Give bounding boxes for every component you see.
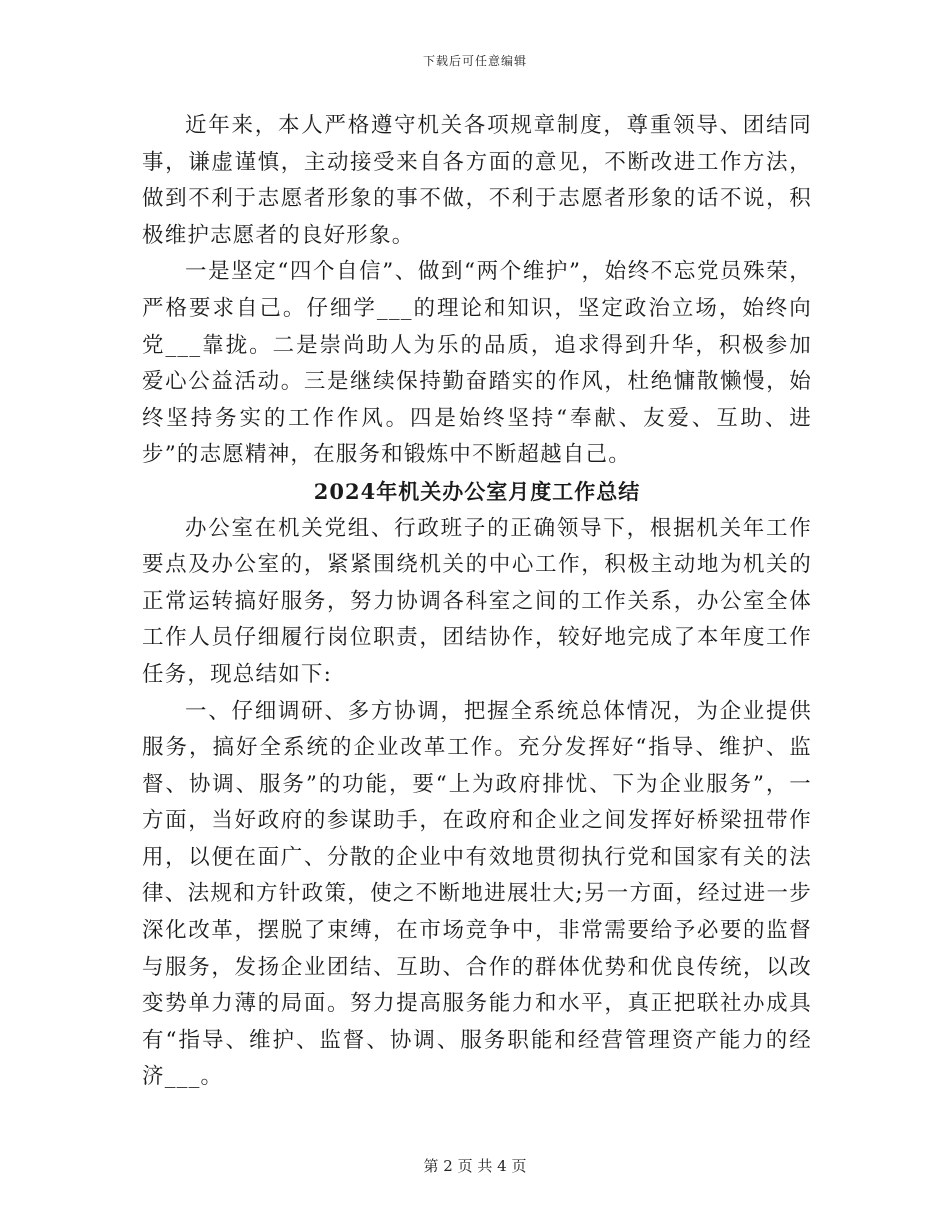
paragraph-summary-intro: 办公室在机关党组、行政班子的正确领导下，根据机关年工作要点及办公室的，紧紧围绕机关的中心工作，积极主动地为机关的正常运转搞好服务，努力协调各科室之间的工作关系，办公室全体工作人员仔细履行岗位职责，团结协作，较好地完成了本年度工作任务，现总结如下:: [142, 515, 812, 687]
document-body: [142, 108, 812, 1096]
section-title: 2024年机关办公室月度工作总结: [313, 478, 641, 504]
paragraph-self-review: 近年来，本人严格遵守机关各项规章制度，尊重领导、团结同事，谦虚谨慎，主动接受来自各方面的意见，不断改进工作方法，做到不利于志愿者形象的事不做，不利于志愿者形象的话不说，积极维护志愿者的良好形象。: [142, 113, 812, 248]
paragraph-commitments: 一是坚定“四个自信”、做到“两个维护”，始终不忘党员殊荣，严格要求自己。仔细学___的理论和知识，坚定政治立场，始终向党___靠拢。二是崇尚助人为乐的品质，追求得到升华，积极参加爱心公益活动。三是继续保持勤奋踏实的作风，杜绝慵散懒慢，始终坚持务实的工作作风。四是始终坚持“奉献、友爱、互助、进步”的志愿精神，在服务和锻炼中不断超越自己。: [142, 259, 812, 468]
page-header: 下载后可任意编辑: [422, 54, 527, 68]
page-number: 第 2 页 共 4 页: [423, 1157, 527, 1175]
paragraph-item-one: 一、仔细调研、多方协调，把握全系统总体情况，为企业提供服务，搞好全系统的企业改革工作。充分发挥好“指导、维护、监督、协调、服务”的功能，要“上为政府排忧、下为企业服务”，一方面，当好政府的参谋助手，在政府和企业之间发挥好桥梁扭带作用，以便在面广、分散的企业中有效地贯彻执行党和国家有关的法律、法规和方针政策，使之不断地进展壮大;另一方面，经过进一步深化改革，摆脱了束缚，在市场竞争中，非常需要给予必要的监督与服务，发扬企业团结、互助、合作的群体优势和优良传统，以改变势单力薄的局面。努力提高服务能力和水平，真正把联社办成具有“指导、维护、监督、协调、服务职能和经营管理资产能力的经济___。: [142, 698, 812, 1090]
